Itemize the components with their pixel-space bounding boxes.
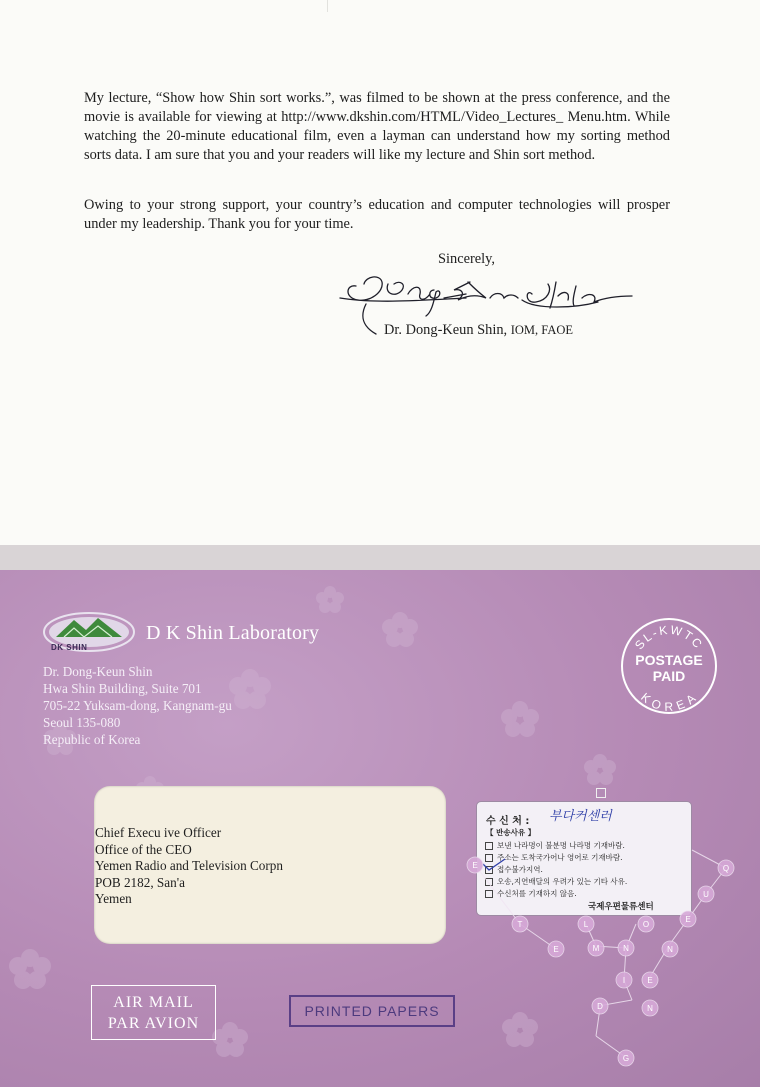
- label-marker: [596, 788, 606, 798]
- tree-letter: I: [622, 976, 626, 985]
- svg-text:SL-KWTC: [632, 623, 706, 653]
- tree-letter: D: [597, 1002, 603, 1011]
- air-mail-line: AIR MAIL: [113, 994, 194, 1011]
- company-name: D K Shin Laboratory: [146, 622, 320, 644]
- option-text: 보낸 나라명이 불분명 나라명 기재바람.: [497, 841, 625, 850]
- recipient-line: Yemen: [95, 891, 132, 906]
- tree-letter: E: [553, 945, 559, 954]
- signer-line: [384, 322, 573, 339]
- tree-letter: L: [583, 920, 589, 929]
- stamp-postage: POSTAGE: [635, 652, 703, 668]
- tree-letter: E: [647, 976, 653, 985]
- signer-name: Dr. Dong-Keun Shin,: [384, 322, 508, 338]
- option-text: 오송,지연배달의 우려가 있는 기타 사유.: [497, 877, 628, 886]
- tree-letter: E: [472, 861, 478, 870]
- letter-paragraph-2: Owing to your strong support, your country’s education and computer technologies will prosper under my leadership. Thank you for your time.: [84, 197, 670, 232]
- envelope: [0, 570, 760, 1087]
- return-address-line: Dr. Dong-Keun Shin: [43, 664, 153, 679]
- signer-credentials: IOM, FAOE: [510, 323, 574, 337]
- option-text: 수신처를 기재하지 않음.: [497, 889, 577, 898]
- letter-closing: Sincerely,: [438, 251, 496, 267]
- recipient-line: Chief Execu ive Officer: [95, 825, 222, 840]
- label-footer: 국제우편물류센터: [588, 902, 654, 912]
- tree-letter: Q: [722, 864, 730, 873]
- letter-paragraph-1: My lecture, “Show how Shin sort works.”, was filmed to be shown at the press conference, and the movie is available for viewing at http://www.dkshin.com/HTML/Video_Lectures_ Menu.htm. While watching the 20-minute educational film, even a layman can understand how my sorting method sorts data. I am sure that you and your readers will like my lecture and Shin sort method.: [84, 90, 670, 163]
- tree-letter: T: [517, 920, 523, 929]
- recipient-line: Office of the CEO: [95, 841, 192, 857]
- tree-letter: N: [623, 944, 629, 953]
- return-address: [43, 663, 232, 748]
- return-address-line: 705-22 Yuksam-dong, Kangnam-gu: [43, 698, 232, 713]
- postage-paid-stamp: [621, 618, 717, 714]
- return-address-line: Republic of Korea: [43, 732, 141, 747]
- option-text: 주소는 도착국가어나 영어로 기재바람.: [497, 853, 623, 862]
- tree-letter: O: [642, 920, 650, 929]
- printed-papers-stamp: PRINTED PAPERS: [289, 995, 455, 1027]
- logo-text: DK SHIN: [51, 643, 88, 652]
- svg-text:KOREA: [638, 690, 700, 712]
- label-handwriting: 부다커센러: [549, 809, 612, 824]
- sort-tree-diagram: [460, 840, 760, 1080]
- recipient-line: POB 2182, San'a: [95, 874, 185, 890]
- tree-letter: G: [622, 1054, 630, 1063]
- tree-letter: E: [685, 915, 691, 924]
- return-address-line: Seoul 135-080: [43, 715, 121, 730]
- par-avion-line: PAR AVION: [107, 1015, 200, 1032]
- label-subheading: 【 반송사유 】: [486, 828, 536, 837]
- stamp-arc-top: SL-KWTC: [632, 622, 706, 653]
- recipient-address: [95, 825, 283, 908]
- return-address-line: Hwa Shin Building, Suite 701: [43, 681, 202, 696]
- recipient-line: Yemen Radio and Television Corpn: [95, 858, 283, 873]
- tree-letter: N: [667, 945, 673, 954]
- stamp-arc-bottom: KOREA: [638, 689, 700, 712]
- label-heading: 수 신 처 :: [486, 816, 530, 827]
- stamp-paid: PAID: [652, 668, 686, 684]
- tree-letter: M: [592, 944, 600, 953]
- tree-letter-nodes: [467, 857, 734, 1066]
- fold-mark: [327, 0, 328, 12]
- tree-letter: U: [703, 890, 709, 899]
- tree-letter: N: [647, 1004, 653, 1013]
- option-text: 접수불가지역.: [497, 865, 543, 874]
- air-mail-label: [91, 985, 216, 1040]
